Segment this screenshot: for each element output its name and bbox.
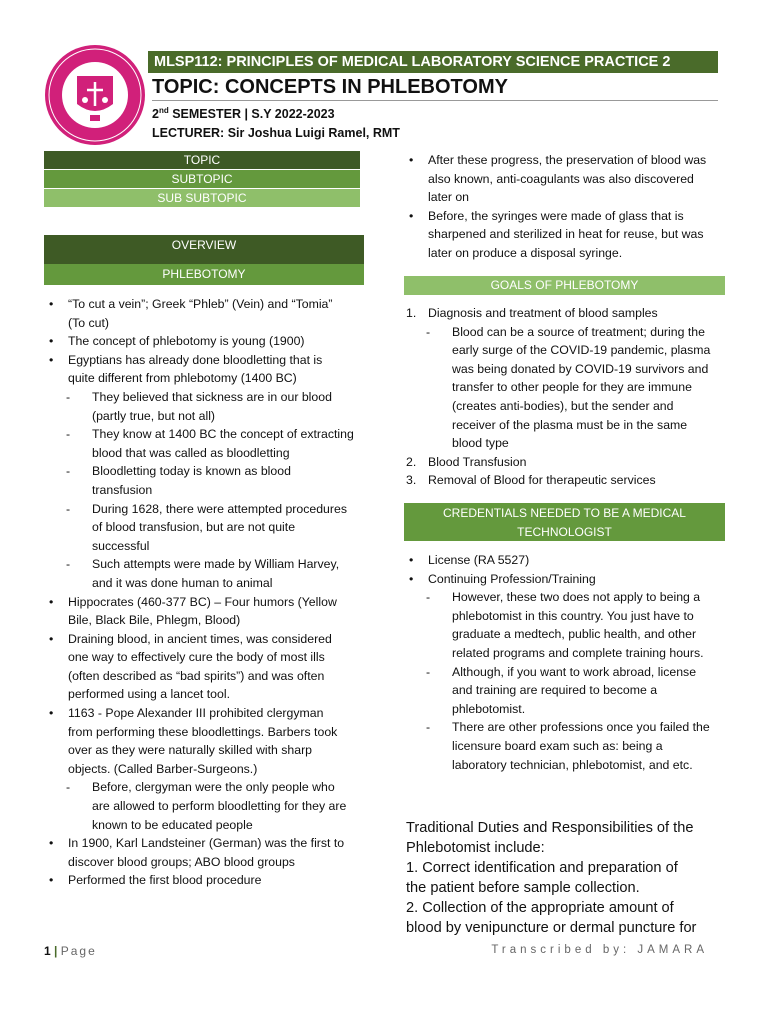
item-text: Removal of Blood for therapeutic services [428, 473, 656, 488]
dash-item: - During 1628, there were attempted procedures [44, 500, 374, 519]
university-seal-logo [44, 44, 146, 146]
bullet-item: • Hippocrates (460-377 BC) – Four humors (Yellow [44, 593, 374, 612]
bullet-continuation: also known, anti-coagulants was also discovered [428, 171, 694, 186]
credentials-heading-bar [404, 503, 725, 541]
bullet-item: • After these progress, the preservation of blood was [404, 151, 734, 170]
bullet-item: • “To cut a vein”; Greek “Phleb” (Vein) and “Tomia” [44, 295, 374, 314]
bullet-continuation: performed using a lancet tool. [68, 687, 231, 702]
dash-continuation: early surge of the COVID-19 pandemic, plasma [452, 343, 711, 358]
duties-line: 1. Correct identification and preparation of [406, 860, 678, 876]
item-number: 1. [406, 306, 417, 320]
overview-heading-bar: OVERVIEW [44, 235, 364, 264]
goals-heading-bar: GOALS OF PHLEBOTOMY [404, 276, 725, 295]
dash-continuation: licensure board exam such as: being a [452, 738, 663, 753]
bullet-continuation: sharpened and sterilized in heat for reuse, but was [428, 227, 704, 242]
legend-subtopic-bar: SUBTOPIC [44, 170, 360, 188]
numbered-item [404, 453, 734, 472]
dash-item: - Although, if you want to work abroad, license [404, 663, 734, 682]
dash-continuation: transfer to other people for they are immune [452, 380, 692, 395]
dash-item: - There are other professions once you failed the [404, 718, 734, 737]
legend-subsubtopic-bar: SUB SUBTOPIC [44, 189, 360, 207]
semester-suffix: nd [158, 106, 169, 115]
history-continued-content [404, 151, 734, 263]
dash-item: - Bloodletting today is known as blood [44, 462, 374, 481]
bullet-continuation: (To cut) [68, 315, 109, 330]
page-number: 1 [44, 944, 51, 958]
bullet-item: • 1163 - Pope Alexander III prohibited clergyman [44, 704, 374, 723]
dash-continuation: related programs and complete training hours. [452, 645, 704, 660]
title-divider [152, 100, 718, 101]
bullet-continuation: over as they were naturally skilled with sharp [68, 743, 312, 758]
dash-item: - Such attempts were made by William Harvey, [44, 555, 374, 574]
item-number: 3. [406, 473, 417, 488]
credentials-heading-line2: TECHNOLOGIST [517, 524, 612, 539]
dash-continuation: receiver of the plasma must be in the same [452, 417, 688, 432]
dash-continuation: blood that was called as bloodletting [92, 445, 290, 460]
duties-line: the patient before sample collection. [406, 880, 640, 896]
credentials-content [404, 551, 734, 774]
dash-continuation: and it was done human to animal [92, 575, 273, 590]
bullet-continuation: objects. (Called Barber-Surgeons.) [68, 761, 258, 776]
bullet-item: • Draining blood, in ancient times, was considered [44, 630, 374, 649]
semester-line [152, 106, 335, 121]
dash-continuation: successful [92, 538, 150, 553]
dash-continuation: of blood transfusion, but are not quite [92, 520, 296, 535]
numbered-item [404, 471, 734, 490]
dash-continuation: are allowed to perform bloodletting for they are [92, 799, 347, 814]
duties-line: blood by venipuncture or dermal puncture for [406, 920, 697, 936]
dash-item: - They know at 1400 BC the concept of extracting [44, 425, 374, 444]
item-number: 2. [406, 454, 417, 469]
bullet-item: • License (RA 5527) [404, 551, 734, 570]
dash-continuation: graduate a medtech, public health, and other [452, 627, 697, 642]
bullet-item: • The concept of phlebotomy is young (1900) [44, 332, 374, 351]
bullet-item: • Egyptians has already done bloodletting that is [44, 351, 374, 370]
semester-text: SEMESTER | S.Y 2022-2023 [168, 107, 335, 122]
bullet-continuation: Bile, Black Bile, Phlegm, Blood) [68, 613, 241, 628]
dash-continuation: and training are required to become a [452, 683, 658, 698]
dash-item: - They believed that sickness are in our blood [44, 388, 374, 407]
bullet-continuation: quite different from phlebotomy (1400 BC) [68, 371, 297, 386]
dash-continuation: (creates anti-bodies), but the sender and [452, 398, 674, 413]
bullet-item: • Continuing Profession/Training [404, 570, 734, 589]
bullet-continuation: discover blood groups; ABO blood groups [68, 854, 295, 869]
duties-line: Traditional Duties and Responsibilities of the [406, 820, 694, 836]
dash-continuation: known to be educated people [92, 817, 253, 832]
legend-topic-bar: TOPIC [44, 151, 360, 169]
dash-continuation: transfusion [92, 482, 153, 497]
dash-continuation: blood type [452, 436, 509, 451]
bullet-item: • Performed the first blood procedure [44, 871, 374, 890]
dash-item: - Blood can be a source of treatment; during the [404, 323, 734, 342]
item-text: Diagnosis and treatment of blood samples [428, 306, 658, 320]
bullet-continuation: later on produce a disposal syringe. [428, 245, 623, 260]
bullet-continuation: from performing these bloodlettings. Barbers took [68, 724, 338, 739]
bullet-item: • Before, the syringes were made of glass that is [404, 207, 734, 226]
dash-item: - However, these two does not apply to being a [404, 588, 734, 607]
dash-continuation: laboratory technician, phlebotomist, and etc. [452, 757, 693, 772]
bullet-continuation: one way to effectively cure the body of most ills [68, 650, 325, 665]
course-title-bar: MLSP112: PRINCIPLES OF MEDICAL LABORATORY SCIENCE PRACTICE 2 [148, 51, 718, 73]
lecturer-line: LECTURER: Sir Joshua Luigi Ramel, RMT [152, 126, 400, 140]
bullet-continuation: (often described as “bad spirits”) and was often [68, 668, 325, 683]
goals-content [404, 304, 734, 490]
phlebotomy-subheading-bar: PHLEBOTOMY [44, 264, 364, 285]
duties-line: Phlebotomist include: [406, 840, 545, 856]
dash-continuation: was being donated by COVID-19 survivors and [452, 361, 709, 376]
dash-item: - Before, clergyman were the only people who [44, 778, 374, 797]
transcriber-credit: Transcribed by: JAMARA [491, 944, 708, 956]
page-number-footer [44, 944, 97, 958]
item-text: Blood Transfusion [428, 454, 527, 469]
bullet-continuation: later on [428, 190, 470, 205]
duties-content [406, 818, 722, 938]
overview-content [44, 295, 374, 890]
dash-continuation: phlebotomist. [452, 701, 526, 716]
page-word: Page [60, 944, 97, 958]
duties-line: 2. Collection of the appropriate amount of [406, 900, 674, 916]
dash-continuation: (partly true, but not all) [92, 408, 216, 423]
dash-continuation: phlebotomist in this country. You just have to [452, 608, 694, 623]
credentials-heading-line1: CREDENTIALS NEEDED TO BE A MEDICAL [443, 506, 686, 520]
numbered-item [404, 304, 734, 323]
topic-title: TOPIC: CONCEPTS IN PHLEBOTOMY [152, 76, 508, 98]
semester-number: 2 [152, 107, 159, 122]
bullet-item: • In 1900, Karl Landsteiner (German) was the first to [44, 834, 374, 853]
footer-separator: | [54, 944, 58, 958]
